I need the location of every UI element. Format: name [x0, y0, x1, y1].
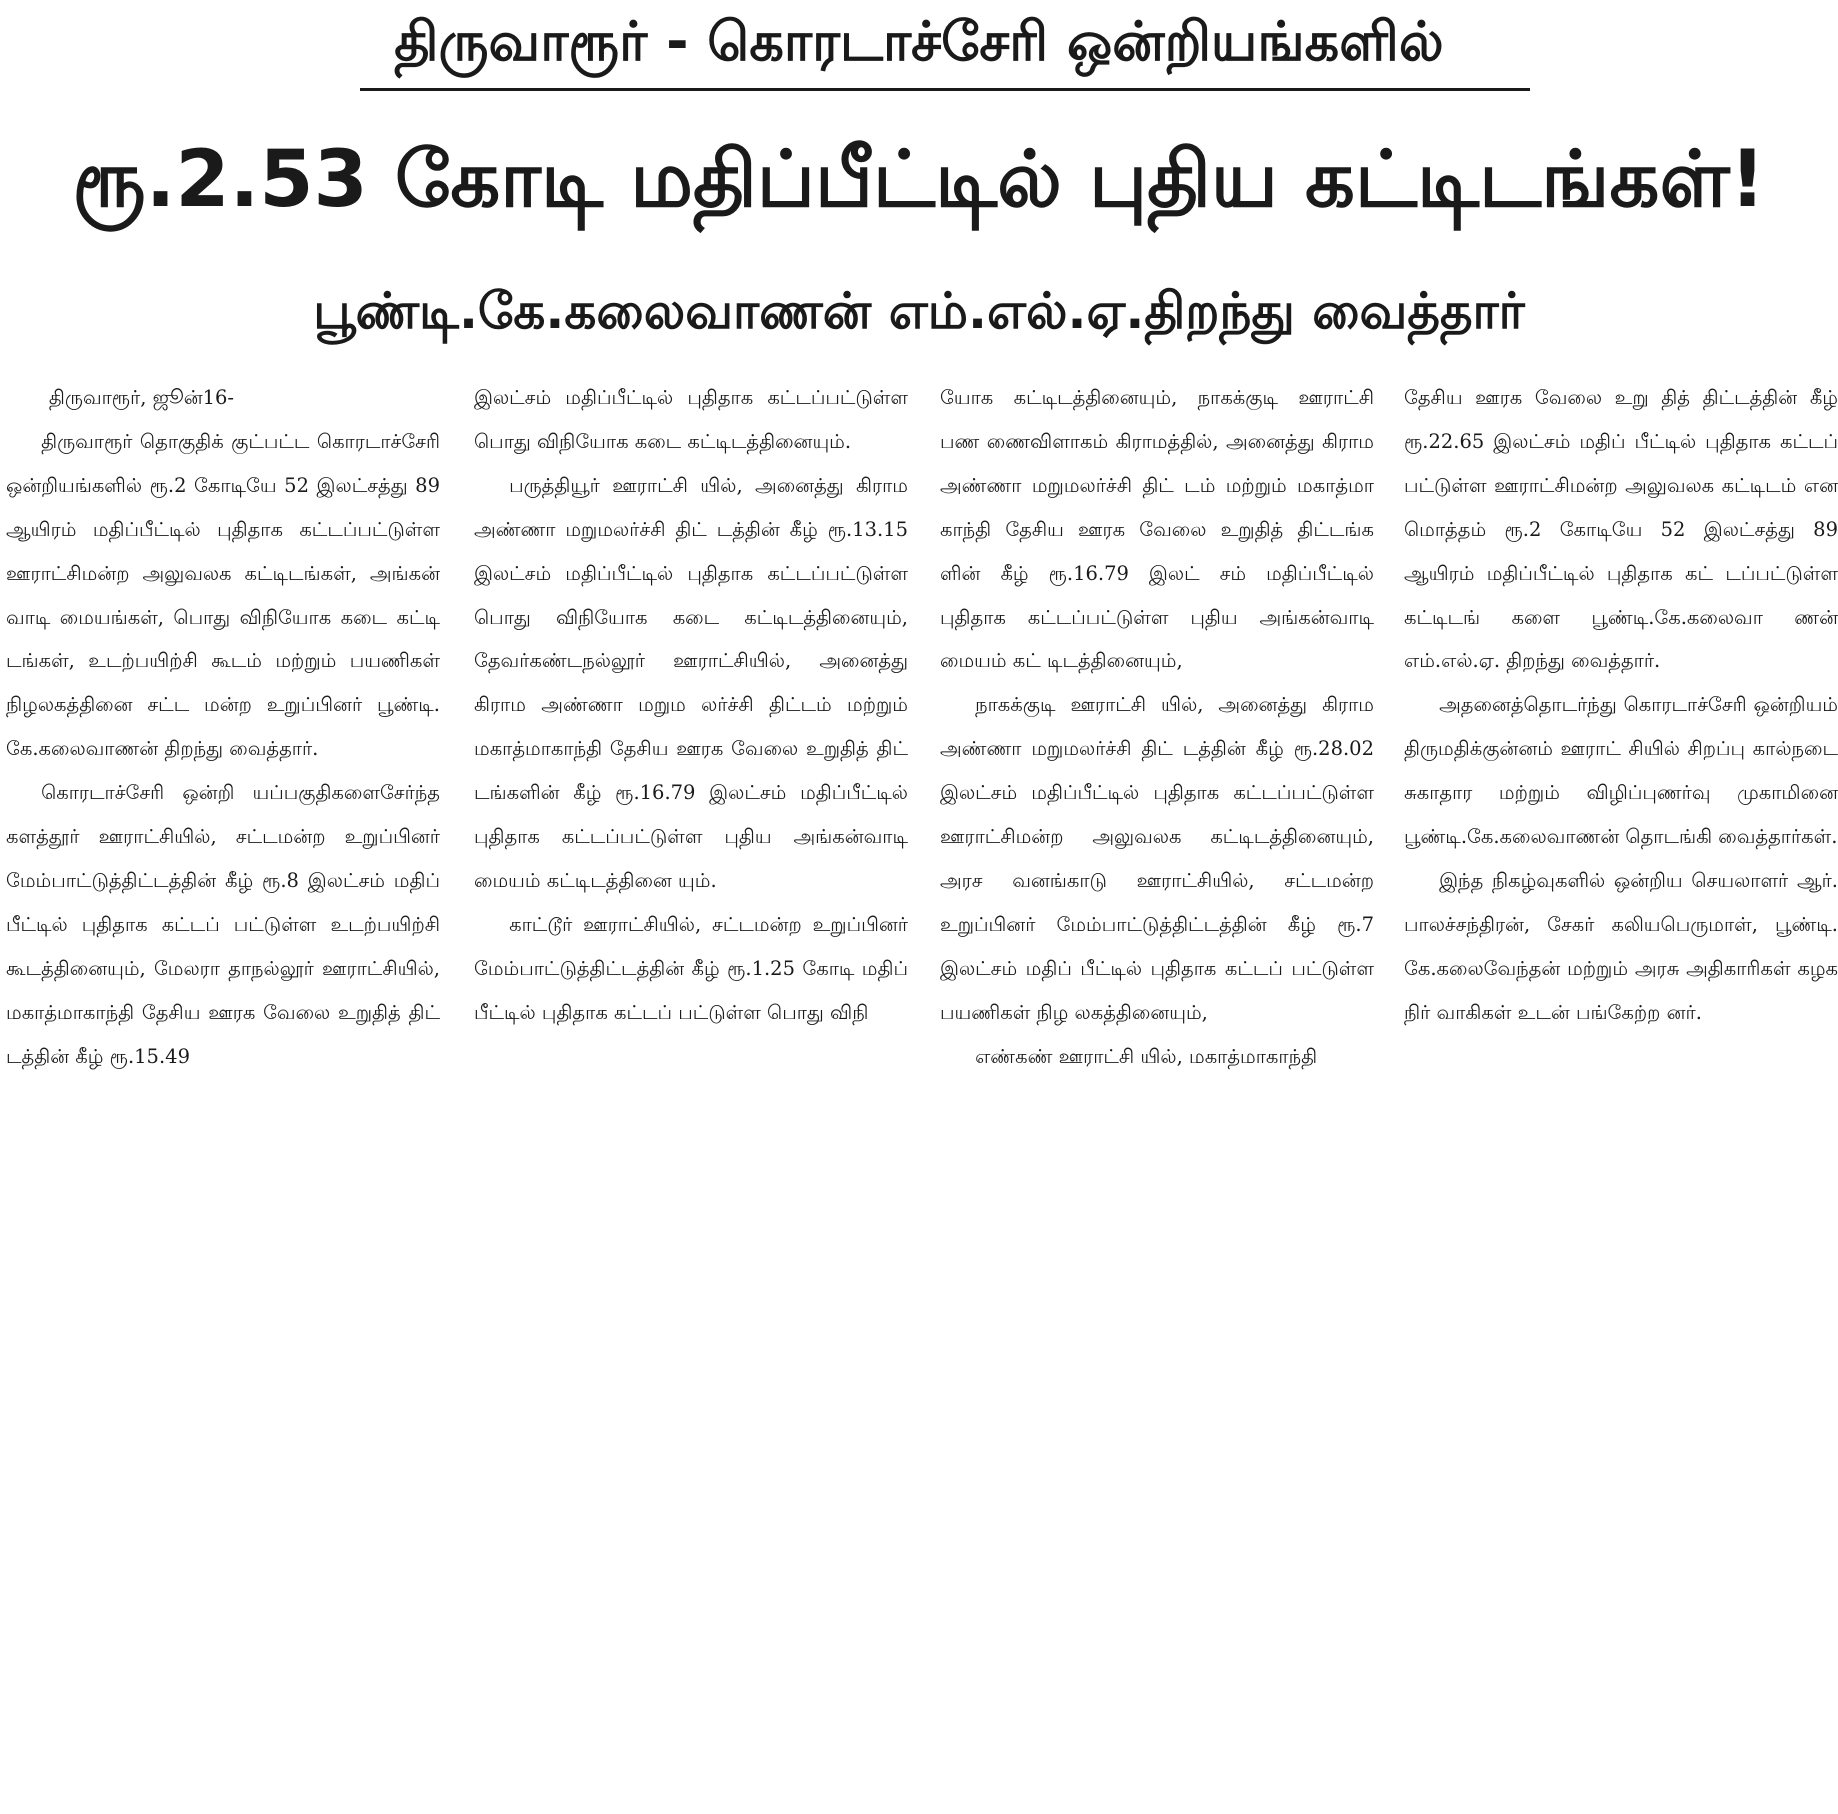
article-column-3: [940, 376, 1374, 1814]
paragraph: இந்த நிகழ்வுகளில் ஒன்றிய செயலாளர் ஆர். பாலச்சந்திரன், சேகர் கலியபெருமாள், பூண்டி. கே.கலைவேந்தன் மற்றும் அரசு அதிகாரிகள் கழக நிர் வாகிகள் உடன் பங்கேற்ற னர்.: [1404, 868, 1838, 1024]
article-column-4: [1404, 376, 1838, 1814]
paragraph: எண்கண் ஊராட்சி யில், மகாத்மாகாந்தி: [975, 1044, 1318, 1068]
paragraph: தேசிய ஊரக வேலை உறு தித் திட்டத்தின் கீழ் ரூ.22.65 இலட்சம் மதிப் பீட்டில் புதிதாக கட்டப் பட்டுள்ள ஊராட்சிமன்ற அலுவலக கட்டிடம் என மொத்தம் ரூ.2 கோடியே 52 இலட்சத்து 89 ஆயிரம் மதிப்பீட்டில் புதிதாக கட் டப்பட்டுள்ள கட்டிடங் களை பூண்டி.கே.கலைவா ணன் எம்.எல்.ஏ. திறந்து வைத்தார்.: [1404, 386, 1838, 673]
kicker-heading: திருவாரூர் - கொரடாச்சேரி ஒன்றியங்களில்: [394, 10, 1444, 73]
paragraph: யோக கட்டிடத்தினையும், நாகக்குடி ஊராட்சி பண ணைவிளாகம் கிராமத்தில், அனைத்து கிராம அண்ணா மறுமலர்ச்சி திட் டம் மற்றும் மகாத்மா காந்தி தேசிய ஊரக வேலை உறுதித் திட்டங்க ளின் கீழ் ரூ.16.79 இலட் சம் மதிப்பீட்டில் புதிதாக கட்டப்பட்டுள்ள புதிய அங்கன்வாடி மையம் கட் டிடத்தினையும்,: [940, 386, 1374, 673]
kicker-underline: [360, 88, 1530, 91]
paragraph: நாகக்குடி ஊராட்சி யில், அனைத்து கிராம அண்ணா மறுமலர்ச்சி திட் டத்தின் கீழ் ரூ.28.02 இலட்சம் மதிப்பீட்டில் புதிதாக கட்டப்பட்டுள்ள ஊராட்சிமன்ற அலுவலக கட்டிடத்தினையும், அரச வனங்காடு ஊராட்சியில், சட்டமன்ற உறுப்பினர் மேம்பாட்டுத்திட்டத்தின் கீழ் ரூ.7 இலட்சம் மதிப் பீட்டில் புதிதாக கட்டப் பட்டுள்ள பயணிகள் நிழ லகத்தினையும்,: [940, 693, 1374, 1024]
paragraph: இலட்சம் மதிப்பீட்டில் புதிதாக கட்டப்பட்டுள்ள பொது விநியோக கடை கட்டிடத்தினையும்.: [474, 386, 908, 453]
paragraph: காட்டூர் ஊராட்சியில், சட்டமன்ற உறுப்பினர் மேம்பாட்டுத்திட்டத்தின் கீழ் ரூ.1.25 கோடி மதிப் பீட்டில் புதிதாக கட்டப் பட்டுள்ள பொது விநி: [474, 912, 908, 1024]
headline: ரூ.2.53 கோடி மதிப்பீட்டில் புதிய கட்டிடங்கள்!: [72, 135, 1766, 225]
article-column-2: [474, 376, 908, 1814]
paragraph: அதனைத்தொடர்ந்து கொரடாச்சேரி ஒன்றியம் திருமதிக்குன்னம் ஊராட் சியில் சிறப்பு கால்நடை சுகாதார மற்றும் விழிப்புணர்வு முகாமினை பூண்டி.கே.கலைவாணன் தொடங்கி வைத்தார்கள்.: [1404, 693, 1838, 849]
paragraph: கொரடாச்சேரி ஒன்றி யப்பகுதிகளைசேர்ந்த களத்தூர் ஊராட்சியில், சட்டமன்ற உறுப்பினர் மேம்பாட்டுத்திட்டத்தின் கீழ் ரூ.8 இலட்சம் மதிப் பீட்டில் புதிதாக கட்டப் பட்டுள்ள உடற்பயிற்சி கூடத்தினையும், மேலரா தாநல்லூர் ஊராட்சியில், மகாத்மாகாந்தி தேசிய ஊரக வேலை உறுதித் திட் டத்தின் கீழ் ரூ.15.49: [6, 781, 440, 1068]
paragraph: திருவாரூர் தொகுதிக் குட்பட்ட கொரடாச்சேரி ஒன்றியங்களில் ரூ.2 கோடியே 52 இலட்சத்து 89 ஆயிரம் மதிப்பீட்டில் புதிதாக கட்டப்பட்டுள்ள ஊராட்சிமன்ற அலுவலக கட்டிடங்கள், அங்கன் வாடி மையங்கள், பொது விநியோக கடை கட்டி டங்கள், உடற்பயிற்சி கூடம் மற்றும் பயணிகள் நிழலகத்தினை சட்ட மன்ற உறுப்பினர் பூண்டி. கே.கலைவாணன் திறந்து வைத்தார்.: [6, 429, 440, 761]
paragraph: பருத்தியூர் ஊராட்சி யில், அனைத்து கிராம அண்ணா மறுமலர்ச்சி திட் டத்தின் கீழ் ரூ.13.15 இலட்சம் மதிப்பீட்டில் புதிதாக கட்டப்பட்டுள்ள பொது விநியோக கடை கட்டிடத்தினையும், தேவர்கண்டநல்லூர் ஊராட்சியில், அனைத்து கிராம அண்ணா மறும லர்ச்சி திட்டம் மற்றும் மகாத்மாகாந்தி தேசிய ஊரக வேலை உறுதித் திட் டங்களின் கீழ் ரூ.16.79 இலட்சம் மதிப்பீட்டில் புதிதாக கட்டப்பட்டுள்ள புதிய அங்கன்வாடி மையம் கட்டிடத்தினை யும்.: [474, 473, 908, 892]
subheadline: பூண்டி.கே.கலைவாணன் எம்.எல்.ஏ.திறந்து வைத்தார்: [313, 282, 1525, 340]
dateline: திருவாரூர், ஜூன்16-: [48, 386, 235, 409]
article-column-1: [6, 376, 440, 1814]
